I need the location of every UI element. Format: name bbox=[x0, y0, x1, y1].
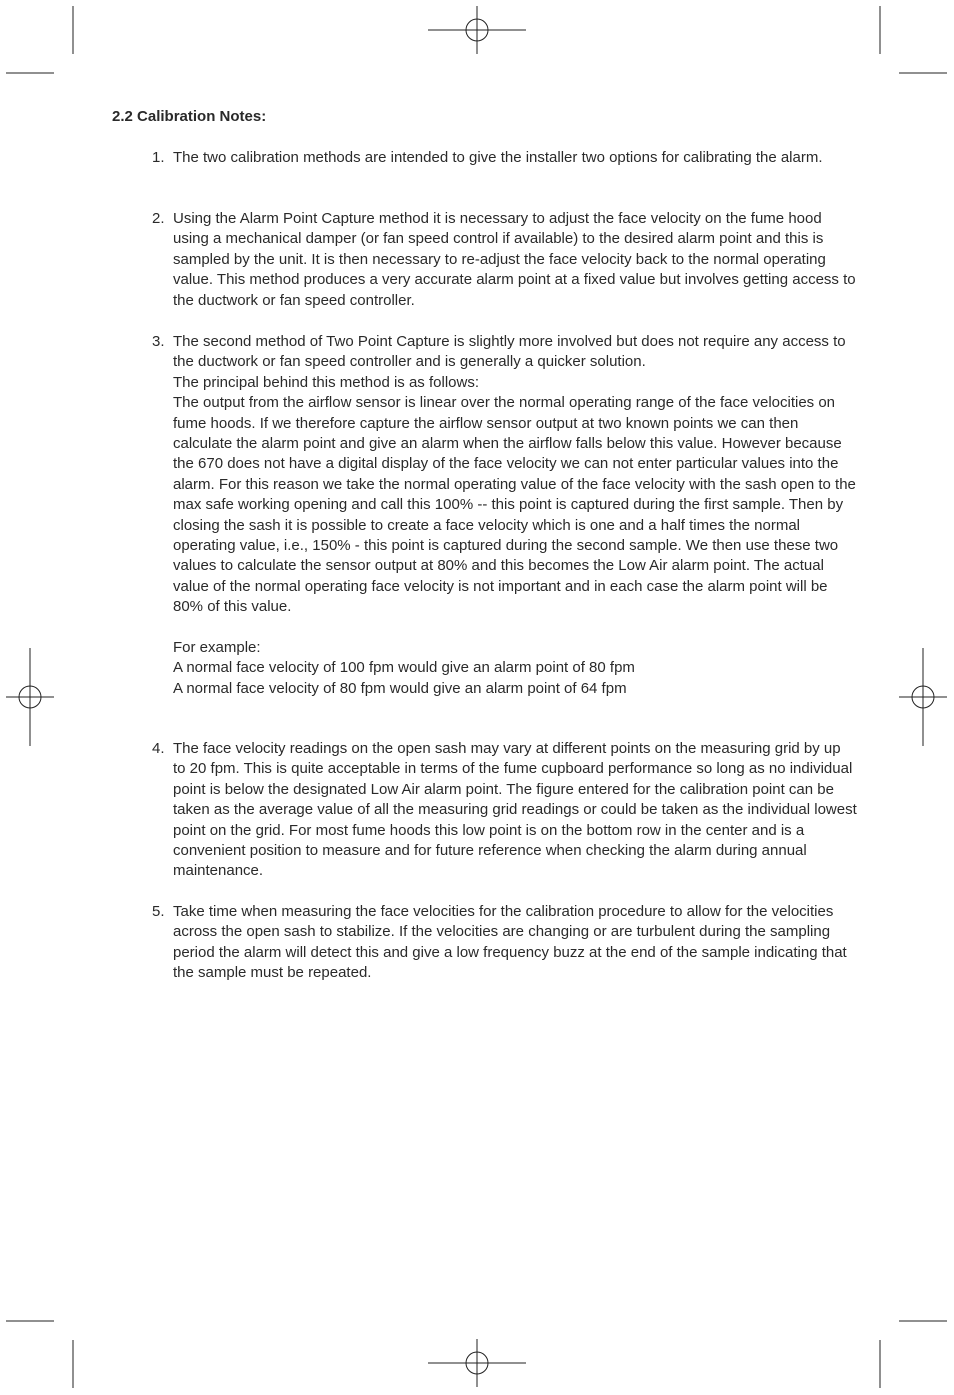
example-line: A normal face velocity of 80 fpm would give an alarm point of 64 fpm bbox=[173, 679, 627, 697]
item-paragraph: The second method of Two Point Capture is slightly more involved but does not require any access to the ductwork or fan speed controller and is generally a quicker solution. bbox=[173, 333, 846, 371]
list-item-2 bbox=[152, 209, 857, 311]
crop-mark-top-right bbox=[880, 6, 947, 73]
item-number: 2. bbox=[152, 210, 165, 227]
item-paragraph: Using the Alarm Point Capture method it is necessary to adjust the face velocity on the fume hood using a mechanical damper (or fan speed control if available) to the desired alarm point and this is sampled by the unit. It is then necessary to re-adjust the face velocity back to the normal operating value. This method produces a very accurate alarm point at a fixed value but involves getting access to the ductwork or fan speed controller. bbox=[173, 210, 856, 309]
registration-mark-bottom bbox=[428, 1339, 526, 1387]
registration-mark-left bbox=[6, 648, 54, 746]
example-line: A normal face velocity of 100 fpm would give an alarm point of 80 fpm bbox=[173, 659, 635, 677]
registration-mark-top bbox=[428, 6, 526, 54]
item-number: 3. bbox=[152, 333, 165, 350]
item-paragraph: The face velocity readings on the open sash may vary at different points on the measuring grid by up to 20 fpm. This is quite acceptable in terms of the fume cupboard performance so long as no individual point is below the designated Low Air alarm point. The figure entered for the calibration point can be taken as the average value of all the measuring grid readings or could be taken as the individual lowest point on the grid. For most fume hoods this low point is on the bottom row in the center and is a convenient position to measure and for future reference when checking the alarm during annual maintenance. bbox=[173, 740, 857, 880]
crop-mark-bottom-right bbox=[880, 1321, 947, 1388]
item-paragraph: The output from the airflow sensor is linear over the normal operating range of the face velocities on fume hoods. If we therefore capture the airflow sensor output at two known points we can then calculate the alarm point and give an alarm when the airflow falls below this value. However because the 670 does not have a digital display of the face velocity we can not enter particular values into the alarm. For this reason we take the normal operating value of the face velocity with the sash open to the max safe working opening and call this 100% -- this point is captured during the first sample. Then by closing the sash it is possible to create a face velocity which is one and a half times the normal operating value, i.e., 150% - this point is captured during the second sample. We then use these two values to calculate the sensor output at 80% and this becomes the Low Air alarm point. The actual value of the normal operating face velocity is not important and in each case the alarm point will be 80% of this value. bbox=[173, 394, 856, 616]
registration-mark-right bbox=[899, 648, 947, 746]
list-item-5 bbox=[152, 902, 857, 984]
item-number: 1. bbox=[152, 149, 165, 166]
list-item-4 bbox=[152, 739, 857, 882]
crop-mark-top-left bbox=[6, 6, 73, 73]
item-paragraph: Take time when measuring the face velocities for the calibration procedure to allow for the velocities across the open sash to stabilize. If the velocities are changing or are turbulent during the sampling period the alarm will detect this and give a low frequency buzz at the end of the sample indicating that the sample must be repeated. bbox=[173, 903, 847, 982]
list-item-3 bbox=[152, 332, 857, 699]
item-paragraph: The principal behind this method is as follows: bbox=[173, 373, 479, 391]
example-label: For example: bbox=[173, 639, 261, 657]
item-number: 4. bbox=[152, 740, 165, 757]
item-number: 5. bbox=[152, 903, 165, 920]
item-paragraph: The two calibration methods are intended to give the installer two options for calibrating the alarm. bbox=[173, 149, 823, 166]
section-heading: 2.2 Calibration Notes: bbox=[112, 108, 267, 125]
list-item-1 bbox=[152, 148, 857, 168]
crop-mark-bottom-left bbox=[6, 1321, 73, 1388]
